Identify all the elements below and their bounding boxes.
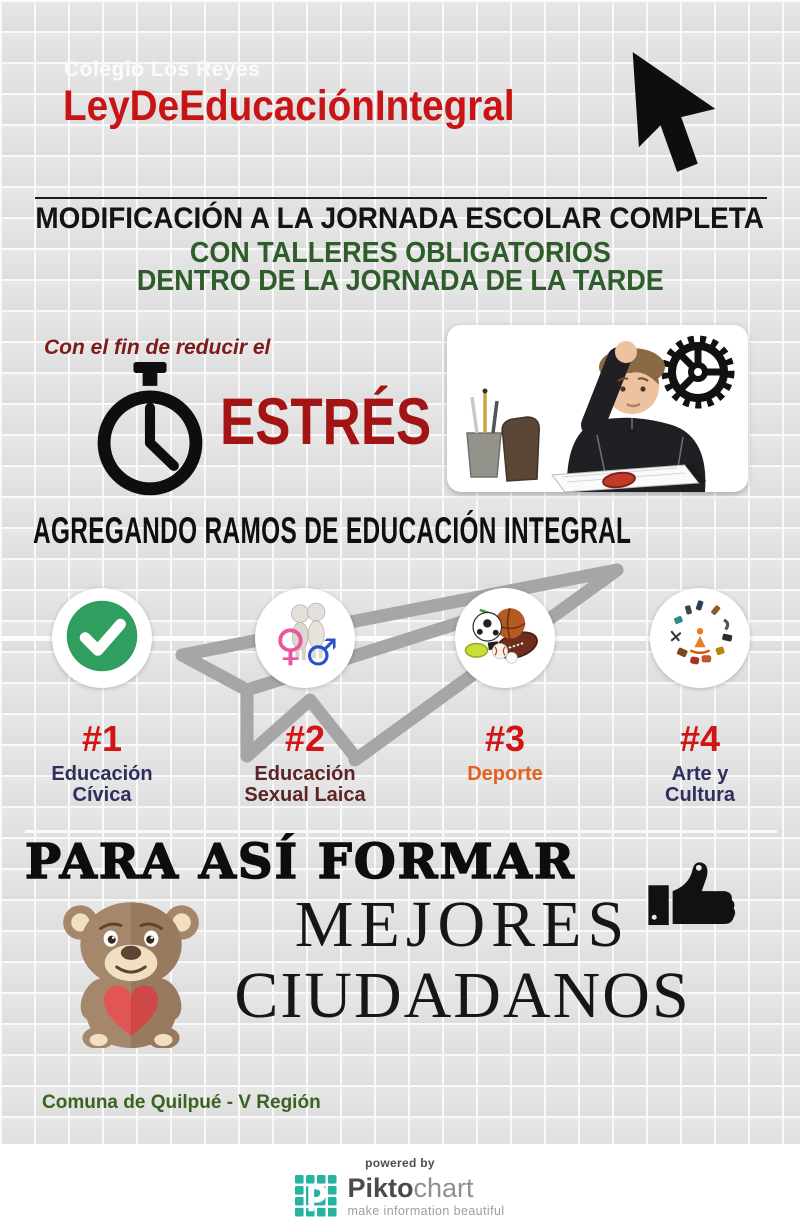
teddy-bear-icon: [50, 886, 212, 1053]
outcome-word-line2: CIUDADANOS: [234, 959, 691, 1032]
arts-and-culture-icon: [660, 596, 740, 681]
svg-text:♂: ♂: [305, 630, 338, 674]
subject-label: Arte y Cultura: [665, 763, 735, 806]
section-title: AGREGANDO RAMOS DE EDUCACIÓN INTEGRAL: [33, 510, 632, 551]
piktochart-logo-link[interactable]: [0, 1175, 800, 1222]
headline-line3: DENTRO DE LA JORNADA DE LA TARDE: [136, 265, 664, 297]
subject-badge: [650, 588, 750, 688]
subject-item: [27, 588, 177, 806]
outcome-lead: PARA ASÍ FORMAR: [25, 834, 576, 890]
subject-label: Educación Cívica: [51, 763, 153, 806]
piktochart-logo-icon: [295, 1175, 337, 1222]
subject-item: [430, 588, 580, 785]
outcome-top-rule: [25, 830, 777, 833]
subject-badge: [52, 588, 152, 688]
headline-line2: CON TALLERES OBLIGATORIOS: [189, 237, 611, 269]
subject-label: Educación Sexual Laica: [244, 763, 366, 806]
thumbs-up-icon: [648, 862, 738, 931]
brand-tagline: make information beautiful: [347, 1204, 505, 1218]
school-name: Colegio Los Reyes: [64, 58, 261, 81]
stress-lead-text: Con el fin de reducir el: [44, 336, 271, 359]
brand-name: Piktochart: [347, 1173, 474, 1203]
stress-word: ESTRÉS: [220, 384, 432, 458]
gear-icon: [665, 339, 731, 405]
gender-symbols-icon: [265, 596, 345, 681]
stopwatch-icon: [90, 362, 210, 503]
powered-by-label: powered by: [365, 1156, 435, 1170]
subject-badge: [255, 588, 355, 688]
check-icon: [60, 594, 144, 683]
subject-item: [230, 588, 380, 806]
stressed-student-photo: [447, 325, 748, 492]
sports-balls-icon: [463, 597, 547, 680]
page-title: LeyDeEducaciónIntegral: [63, 82, 515, 130]
outcome-word-line1: MEJORES: [294, 888, 631, 961]
footer: [0, 1144, 800, 1227]
svg-text:♀: ♀: [274, 620, 307, 671]
headline-top-rule: [35, 197, 767, 199]
subject-number: #3: [484, 718, 526, 759]
headline-line1: MODIFICACIÓN A LA JORNADA ESCOLAR COMPLETA: [35, 202, 765, 235]
location-note: Comuna de Quilpué - V Región: [42, 1092, 321, 1113]
subject-label: Deporte: [467, 763, 543, 785]
paper-airplane-graphic: [140, 548, 660, 793]
subject-item: [625, 588, 775, 806]
subject-badge: [455, 588, 555, 688]
cursor-arrow-icon: [626, 50, 722, 181]
subject-number: #4: [679, 718, 721, 759]
subject-number: #1: [81, 718, 123, 759]
subject-number: #2: [284, 718, 326, 759]
brand-text: [347, 1175, 504, 1218]
outcome-word: [210, 890, 715, 1032]
